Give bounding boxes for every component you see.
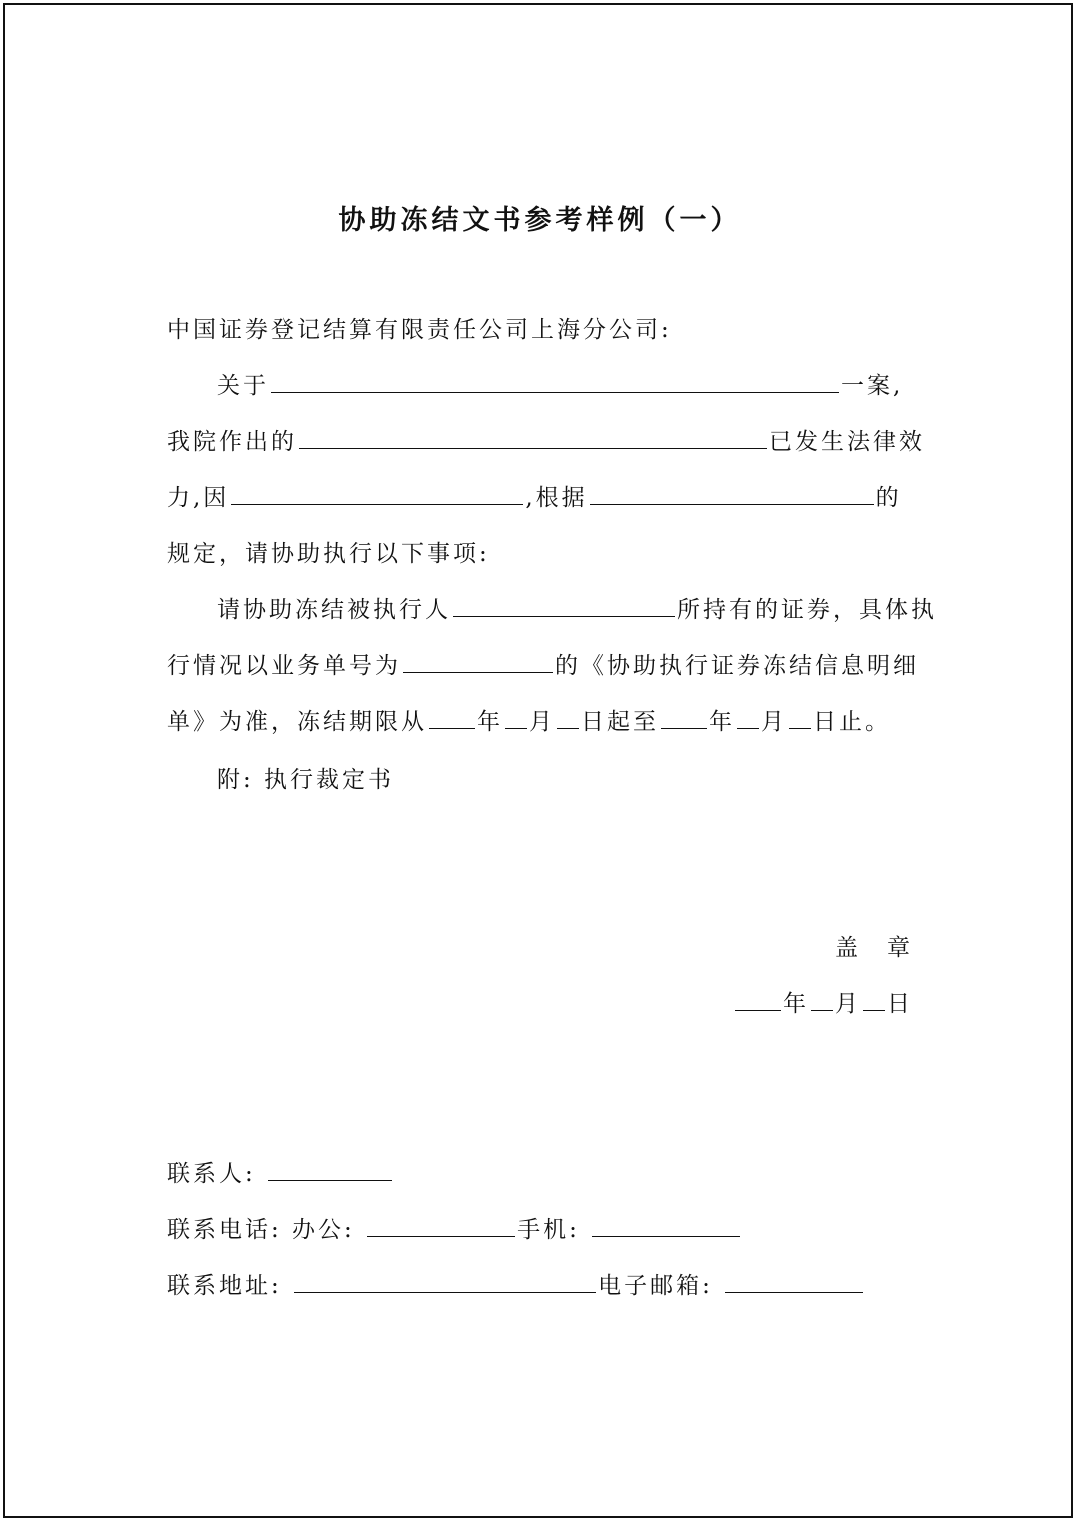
paragraph-business xyxy=(167,650,919,682)
period-prefix: 单》为准，冻结期限从 xyxy=(167,709,427,735)
business-number-blank[interactable] xyxy=(403,650,553,673)
business-prefix: 行情况以业务单号为 xyxy=(167,653,401,679)
contact-address-row xyxy=(167,1270,865,1302)
sign-month-label: 月 xyxy=(835,991,861,1017)
start-month-label: 月 xyxy=(529,709,555,735)
reason-prefix: 力,因 xyxy=(167,485,230,511)
start-day-blank[interactable] xyxy=(557,706,579,729)
mobile-label: 手机: xyxy=(517,1217,580,1243)
start-month-blank[interactable] xyxy=(505,706,527,729)
end-year-blank[interactable] xyxy=(661,706,707,729)
contact-person-row xyxy=(167,1158,394,1190)
paragraph-rules: 规定，请协助执行以下事项: xyxy=(167,541,490,567)
ruling-blank[interactable] xyxy=(299,426,767,449)
sign-day-label: 日 xyxy=(887,991,913,1017)
email-label: 电子邮箱: xyxy=(598,1273,713,1299)
case-prefix: 关于 xyxy=(217,373,269,399)
reason-blank[interactable] xyxy=(231,482,523,505)
basis-suffix: 的 xyxy=(875,485,902,511)
case-suffix: 一案, xyxy=(841,373,904,399)
end-day-blank[interactable] xyxy=(789,706,811,729)
sign-month-blank[interactable] xyxy=(811,988,833,1011)
executee-blank[interactable] xyxy=(453,594,675,617)
attachment: 附: 执行裁定书 xyxy=(217,767,395,793)
office-phone-blank[interactable] xyxy=(367,1214,515,1237)
end-month-blank[interactable] xyxy=(737,706,759,729)
paragraph-freeze xyxy=(217,594,937,626)
freeze-prefix: 请协助冻结被执行人 xyxy=(217,597,451,623)
document-title: 协助冻结文书参考样例（一） xyxy=(338,205,742,236)
end-day-label: 日止。 xyxy=(813,709,891,735)
address-label: 联系地址: xyxy=(167,1273,282,1299)
contact-person-label: 联系人: xyxy=(167,1161,256,1187)
end-month-label: 月 xyxy=(761,709,787,735)
paragraph-reason xyxy=(167,482,902,514)
ruling-prefix: 我院作出的 xyxy=(167,429,297,455)
sign-year-label: 年 xyxy=(783,991,809,1017)
email-blank[interactable] xyxy=(725,1270,863,1293)
start-year-blank[interactable] xyxy=(429,706,475,729)
paragraph-period xyxy=(167,706,891,738)
mobile-blank[interactable] xyxy=(592,1214,740,1237)
business-suffix: 的《协助执行证券冻结信息明细 xyxy=(555,653,919,679)
office-phone-label: 联系电话: 办公: xyxy=(167,1217,355,1243)
contact-person-blank[interactable] xyxy=(268,1158,392,1181)
basis-blank[interactable] xyxy=(590,482,874,505)
ruling-suffix: 已发生法律效 xyxy=(769,429,925,455)
case-name-blank[interactable] xyxy=(271,370,839,393)
paragraph-ruling xyxy=(167,426,925,458)
address-blank[interactable] xyxy=(294,1270,596,1293)
basis-prefix: ,根据 xyxy=(525,485,588,511)
sign-date xyxy=(733,988,913,1020)
seal-label: 盖 章 xyxy=(835,935,913,961)
paragraph-case xyxy=(217,370,903,402)
start-year-label: 年 xyxy=(477,709,503,735)
contact-phone-row xyxy=(167,1214,742,1246)
end-year-label: 年 xyxy=(709,709,735,735)
start-day-label: 日起至 xyxy=(581,709,659,735)
sign-year-blank[interactable] xyxy=(735,988,781,1011)
freeze-suffix: 所持有的证券，具体执 xyxy=(677,597,937,623)
sign-day-blank[interactable] xyxy=(863,988,885,1011)
addressee: 中国证券登记结算有限责任公司上海分公司: xyxy=(167,317,672,343)
